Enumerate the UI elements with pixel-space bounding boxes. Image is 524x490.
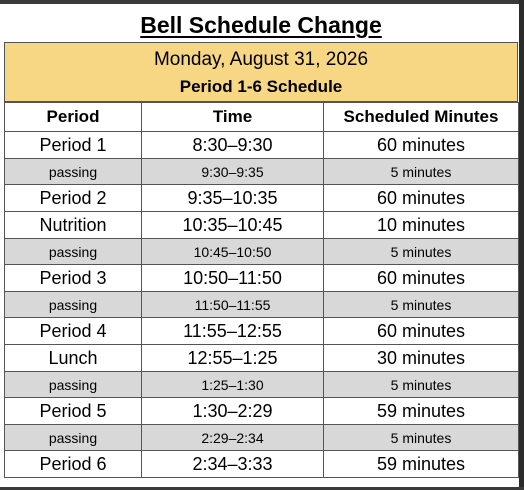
period-cell: Nutrition <box>5 212 142 239</box>
minutes-cell: 60 minutes <box>324 265 519 292</box>
time-cell: 11:55–12:55 <box>142 318 324 345</box>
time-cell: 8:30–9:30 <box>142 132 324 159</box>
table-row <box>5 212 519 239</box>
minutes-cell: 10 minutes <box>324 212 519 239</box>
time-cell: 10:35–10:45 <box>142 212 324 239</box>
table-row <box>5 318 519 345</box>
table-row <box>5 292 519 318</box>
time-cell: 9:35–10:35 <box>142 185 324 212</box>
time-cell: 10:50–11:50 <box>142 265 324 292</box>
period-cell: passing <box>5 239 142 265</box>
table-row <box>5 159 519 185</box>
minutes-cell: 60 minutes <box>324 318 519 345</box>
banner-date: Monday, August 31, 2026 <box>153 49 369 70</box>
time-cell: 1:30–2:29 <box>142 398 324 425</box>
table-row <box>5 398 519 425</box>
banner-schedule-name: Period 1-6 Schedule <box>179 77 343 96</box>
time-cell: 2:29–2:34 <box>142 425 324 451</box>
time-cell: 2:34–3:33 <box>142 451 324 478</box>
time-cell: 11:50–11:55 <box>142 292 324 318</box>
period-cell: passing <box>5 425 142 451</box>
minutes-cell: 5 minutes <box>324 292 519 318</box>
minutes-cell: 5 minutes <box>324 239 519 265</box>
period-cell: passing <box>5 372 142 398</box>
window-edge-top <box>0 0 524 4</box>
minutes-cell: 5 minutes <box>324 159 519 185</box>
minutes-cell: 5 minutes <box>324 372 519 398</box>
column-header-minutes: Scheduled Minutes <box>324 103 519 132</box>
table-row <box>5 372 519 398</box>
table-body <box>5 132 519 478</box>
period-cell: passing <box>5 292 142 318</box>
table-row <box>5 239 519 265</box>
time-cell: 12:55–1:25 <box>142 345 324 372</box>
schedule-banner <box>4 42 518 102</box>
period-cell: Period 3 <box>5 265 142 292</box>
period-cell: Period 4 <box>5 318 142 345</box>
minutes-cell: 30 minutes <box>324 345 519 372</box>
minutes-cell: 60 minutes <box>324 185 519 212</box>
period-cell: Period 5 <box>5 398 142 425</box>
table-row <box>5 185 519 212</box>
minutes-cell: 60 minutes <box>324 132 519 159</box>
table-row <box>5 265 519 292</box>
page-title: Bell Schedule Change <box>140 12 382 38</box>
window-edge-right <box>519 0 524 490</box>
minutes-cell: 5 minutes <box>324 425 519 451</box>
column-header-time: Time <box>142 103 324 132</box>
table-header-row <box>5 103 519 132</box>
period-cell: Period 6 <box>5 451 142 478</box>
time-cell: 10:45–10:50 <box>142 239 324 265</box>
table-row <box>5 451 519 478</box>
period-cell: Lunch <box>5 345 142 372</box>
time-cell: 1:25–1:30 <box>142 372 324 398</box>
period-cell: passing <box>5 159 142 185</box>
table-row <box>5 132 519 159</box>
period-cell: Period 2 <box>5 185 142 212</box>
table-row <box>5 425 519 451</box>
time-cell: 9:30–9:35 <box>142 159 324 185</box>
period-cell: Period 1 <box>5 132 142 159</box>
bell-schedule-table <box>4 102 519 478</box>
minutes-cell: 59 minutes <box>324 451 519 478</box>
table-row <box>5 345 519 372</box>
column-header-period: Period <box>5 103 142 132</box>
minutes-cell: 59 minutes <box>324 398 519 425</box>
